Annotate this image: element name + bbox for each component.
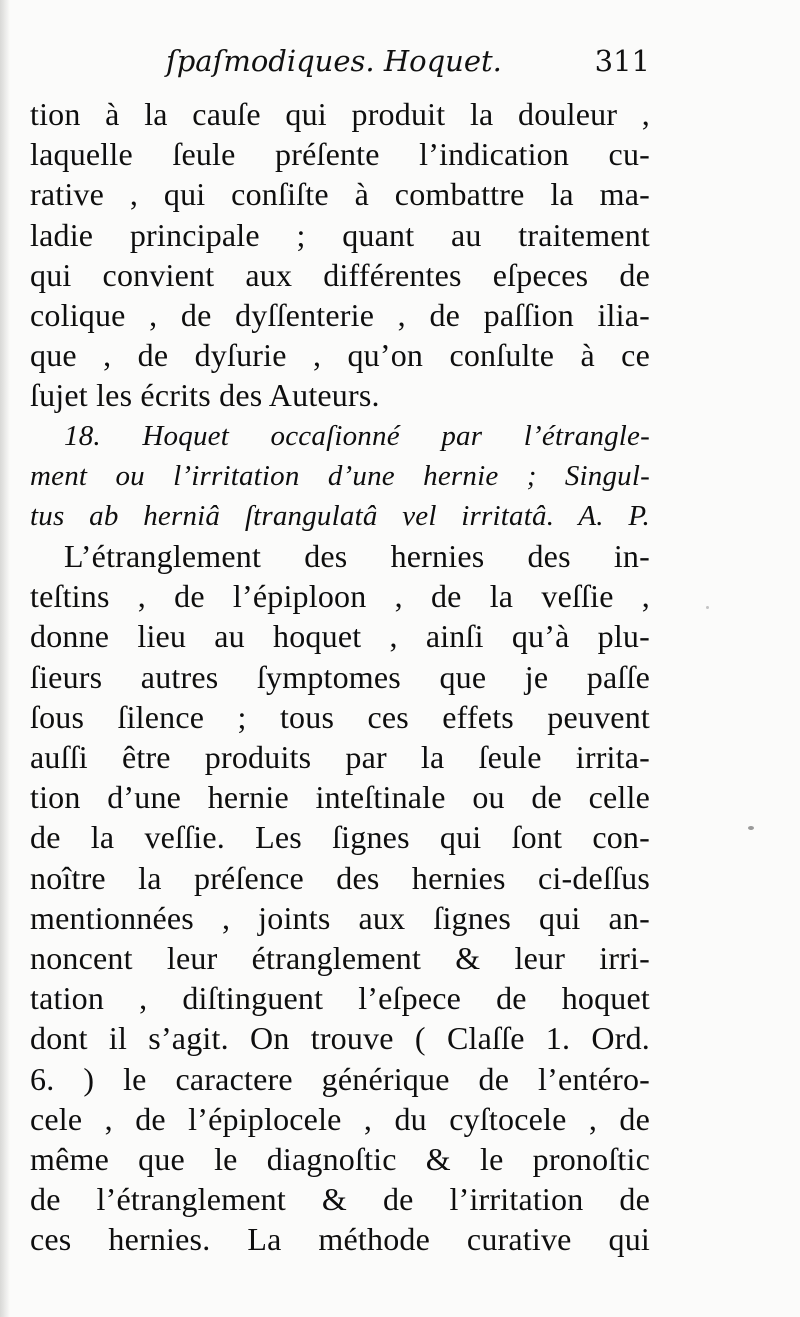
text-line: ſieurs autres ſymptomes que je paſſe bbox=[30, 658, 650, 695]
text-line: tation , diſtinguent l’eſpece de hoquet bbox=[30, 980, 650, 1017]
text-line: ladie principale ; quant au traitement bbox=[30, 216, 650, 253]
text-line: noître la préſence des hernies ci-deſſus bbox=[30, 859, 650, 896]
text-line: que , de dyſurie , qu’on conſulte à ce bbox=[30, 337, 650, 374]
paper-speck bbox=[706, 606, 709, 609]
text-line: 6. ) le caractere générique de l’entéro- bbox=[30, 1060, 650, 1097]
page-header bbox=[0, 44, 800, 94]
text-line: donne lieu au hoquet , ainſi qu’à plu- bbox=[30, 618, 650, 655]
text-line: laquelle ſeule préſente l’indication cu- bbox=[30, 136, 650, 173]
text-line: colique , de dyſſenterie , de paſſion ilia- bbox=[30, 296, 650, 333]
section-heading-line: ment ou l’irritation d’une hernie ; Singul- bbox=[30, 459, 650, 492]
page-edge-shadow bbox=[0, 0, 10, 1317]
text-line: cele , de l’épiplocele , du cyſtocele , de bbox=[30, 1100, 650, 1137]
section-heading-line: tus ab herniâ ſtrangulatâ vel irritatâ. A. P. bbox=[30, 499, 650, 532]
text-line: ſous ſilence ; tous ces effets peuvent bbox=[30, 698, 650, 735]
text-line: auſſi être produits par la ſeule irrita- bbox=[30, 739, 650, 775]
text-line: ces hernies. La méthode curative qui bbox=[30, 1221, 650, 1258]
text-line: tion d’une hernie inteſtinale ou de celle bbox=[30, 779, 650, 816]
text-line: L’étranglement des hernies des in- bbox=[64, 538, 650, 575]
text-line: tion à la cauſe qui produit la douleur , bbox=[30, 96, 650, 132]
text-line: teſtins , de l’épiploon , de la veſſie , bbox=[30, 578, 650, 615]
text-line: qui convient aux différentes eſpeces de bbox=[30, 256, 650, 293]
page-number: 311 bbox=[594, 44, 650, 78]
section-heading-line: 18. Hoquet occaſionné par l’étrangle- bbox=[64, 419, 650, 452]
text-line: même que le diagnoſtic & le pronoſtic bbox=[30, 1140, 650, 1177]
text-line: mentionnées , joints aux ſignes qui an- bbox=[30, 899, 650, 936]
body-text bbox=[30, 94, 650, 1259]
text-line: de la veſſie. Les ſignes qui ſont con- bbox=[30, 819, 650, 856]
text-line: de l’étranglement & de l’irritation de bbox=[30, 1181, 650, 1218]
text-line: rative , qui conſiſte à combattre la ma- bbox=[30, 176, 650, 213]
running-head: ſpaſmodiques. Hoquet. bbox=[166, 44, 502, 78]
text-line: dont il s’agit. On trouve ( Claſſe 1. Ord. bbox=[30, 1020, 650, 1057]
text-line: noncent leur étranglement & leur irri- bbox=[30, 939, 650, 976]
paper-speck bbox=[748, 826, 754, 830]
text-line: ſujet les écrits des Auteurs. bbox=[30, 377, 380, 414]
